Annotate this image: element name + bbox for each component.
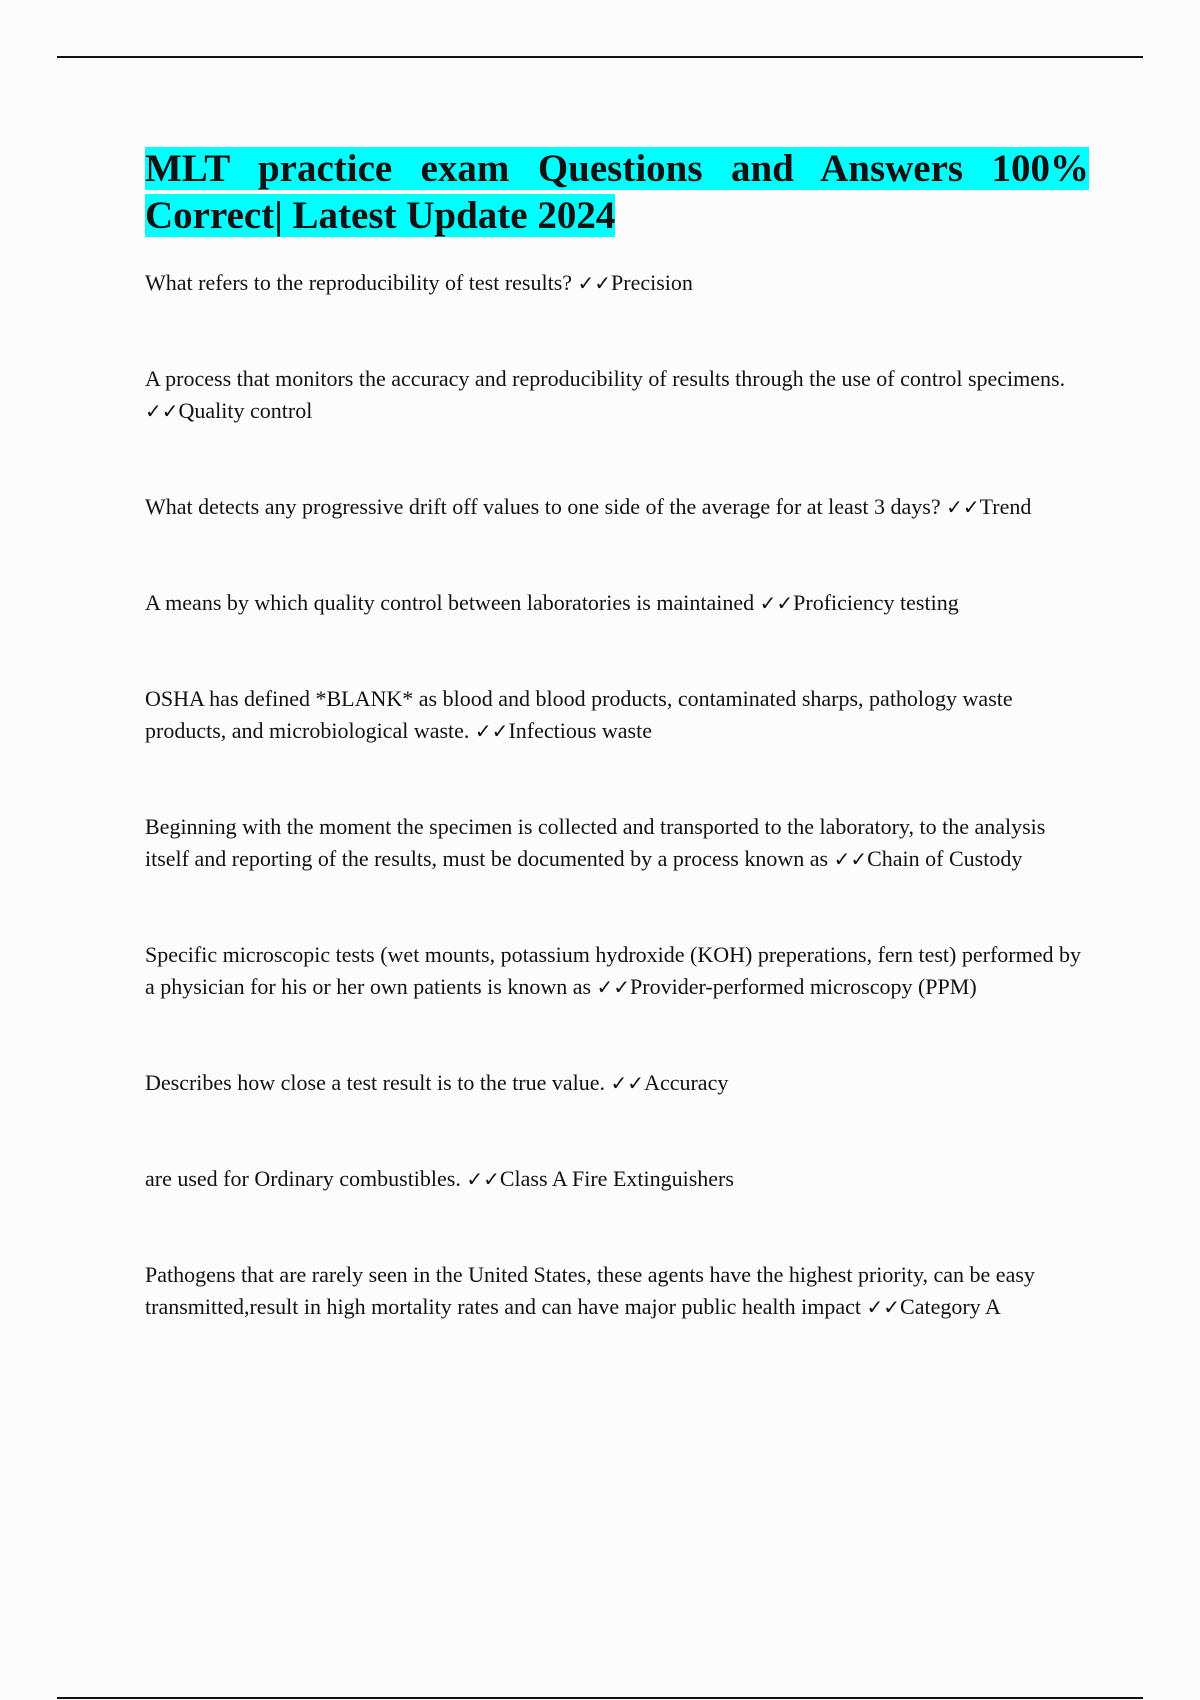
document-body	[145, 145, 1089, 1324]
question-text: Pathogens that are rarely seen in the United States, these agents have the highest priority, can be easy transmitted,result in high mortality rates and can have major public health impact	[145, 1261, 1035, 1319]
answer-text: Infectious waste	[508, 718, 652, 743]
check-icon: ✓✓	[833, 847, 868, 871]
check-icon: ✓✓	[596, 975, 631, 999]
answer-text: Accuracy	[644, 1069, 729, 1095]
check-icon: ✓✓	[610, 1070, 645, 1095]
question-text: Describes how close a test result is to the true value.	[145, 1069, 606, 1095]
check-icon: ✓✓	[946, 494, 980, 519]
check-icon: ✓✓	[577, 271, 612, 295]
check-icon: ✓✓	[474, 719, 509, 743]
answer-text: Proficiency testing	[793, 590, 959, 615]
question-text: What refers to the reproducibility of test results?	[145, 270, 573, 295]
question-text: What detects any progressive drift off values to one side of the average for at least 3 days?	[145, 493, 941, 519]
answer-text: Class A Fire Extinguishers	[499, 1166, 734, 1191]
qa-item	[145, 491, 1089, 524]
qa-item	[145, 267, 1089, 300]
question-text: Specific microscopic tests (wet mounts, potassium hydroxide (KOH) preperations, fern test) performed by a physician for his or her own patients is known as	[145, 941, 1081, 999]
bottom-divider	[57, 1697, 1143, 1699]
check-icon: ✓✓	[466, 1167, 500, 1191]
top-divider	[57, 56, 1143, 58]
qa-item	[145, 1259, 1089, 1324]
question-text: Beginning with the moment the specimen is collected and transported to the laboratory, to the analysis itself and reporting of the results, must be documented by a process known as	[145, 813, 1046, 871]
check-icon: ✓✓	[759, 591, 794, 615]
answer-text: Chain of Custody	[867, 846, 1023, 871]
answer-text: Quality control	[178, 398, 313, 423]
qa-item	[145, 363, 1089, 428]
qa-item	[145, 587, 1089, 620]
answer-text: Category A	[900, 1294, 1001, 1319]
document-title	[145, 145, 1089, 239]
qa-item	[145, 1163, 1089, 1196]
question-text: are used for Ordinary combustibles.	[145, 1166, 461, 1191]
check-icon: ✓✓	[866, 1295, 901, 1319]
answer-text: Provider-performed microscopy (PPM)	[630, 974, 977, 999]
qa-item	[145, 939, 1089, 1004]
question-text: OSHA has defined *BLANK* as blood and blood products, contaminated sharps, pathology waste products, and microbiological waste.	[145, 685, 1013, 743]
question-text: A means by which quality control between laboratories is maintained	[145, 590, 755, 615]
qa-item	[145, 811, 1089, 876]
qa-item	[145, 1067, 1089, 1100]
qa-item	[145, 683, 1089, 748]
answer-text: Precision	[611, 270, 693, 295]
check-icon: ✓✓	[145, 399, 179, 423]
answer-text: Trend	[979, 493, 1032, 519]
question-text: A process that monitors the accuracy and reproducibility of results through the use of control specimens.	[145, 365, 1066, 391]
title-highlight: MLT practice exam Questions and Answers 100% Correct| Latest Update 2024	[145, 147, 1089, 237]
